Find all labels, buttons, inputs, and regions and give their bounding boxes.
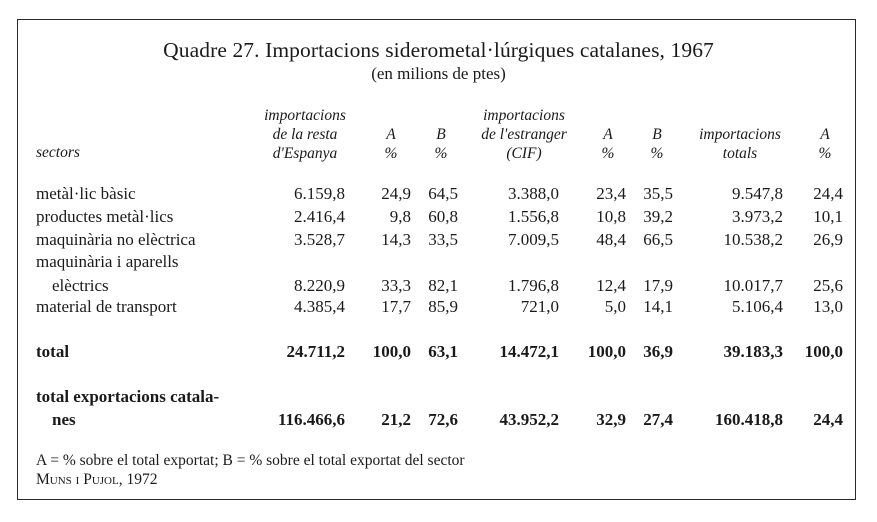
cell-a2: 32,9: [596, 410, 626, 429]
cell-estranger: 3.388,0: [508, 184, 559, 203]
cell-a1: 9,8: [389, 207, 411, 226]
header-a1: A %: [384, 126, 398, 162]
cell-b1: 82,1: [428, 276, 458, 295]
source-author: Muns i Pujol: [36, 471, 119, 488]
cell-estranger: 1.556,8: [508, 207, 559, 226]
cell-estranger: 14.472,1: [499, 342, 559, 361]
cell-a2: 100,0: [587, 342, 626, 361]
cell-espanya: 2.416,4: [294, 207, 345, 226]
cell-a1: 100,0: [372, 342, 411, 361]
cell-a1: 24,9: [381, 184, 411, 203]
cell-b2: 27,4: [643, 410, 673, 429]
table-subtitle: (en milions de ptes): [371, 64, 506, 83]
cell-a2: 12,4: [596, 276, 626, 295]
row-sector-continued: elèctrics: [52, 276, 109, 295]
cell-a3: 13,0: [813, 297, 843, 316]
header-importacions-estranger: importacions de l'estranger (CIF): [481, 107, 567, 162]
table-title: Quadre 27. Importacions siderometal·lúrgiques catalanes, 1967: [163, 38, 714, 62]
cell-espanya: 3.528,7: [294, 230, 345, 249]
cell-estranger: 7.009,5: [508, 230, 559, 249]
cell-b1: 64,5: [428, 184, 458, 203]
cell-b1: 85,9: [428, 297, 458, 316]
cell-a1: 33,3: [381, 276, 411, 295]
row-sector: maquinària i aparells: [36, 252, 179, 271]
cell-b2: 36,9: [643, 342, 673, 361]
cell-a2: 48,4: [596, 230, 626, 249]
cell-totals: 9.547,8: [732, 184, 783, 203]
cell-a2: 23,4: [596, 184, 626, 203]
header-a2: A %: [601, 126, 615, 162]
row-sector: total exportacions catala-: [36, 387, 220, 406]
cell-a1: 21,2: [381, 410, 411, 429]
footnote: A = % sobre el total exportat; B = % sobre el total exportat del sector: [36, 452, 465, 469]
cell-a3: 100,0: [804, 342, 843, 361]
cell-a3: 26,9: [813, 230, 843, 249]
cell-estranger: 721,0: [520, 297, 559, 316]
cell-totals: 5.106,4: [732, 297, 783, 316]
cell-a3: 24,4: [813, 184, 843, 203]
header-b2: B %: [650, 126, 664, 162]
header-importacions-espanya: importacions de la resta d'Espanya: [264, 107, 346, 162]
row-sector: total: [36, 342, 70, 361]
row-sector: material de transport: [36, 297, 177, 316]
row-sector: productes metàl·lics: [36, 207, 174, 226]
header-b1: B %: [434, 126, 448, 162]
cell-totals: 3.973,2: [732, 207, 783, 226]
cell-espanya: 24.711,2: [286, 342, 345, 361]
cell-b1: 72,6: [428, 410, 458, 429]
cell-a1: 14,3: [381, 230, 411, 249]
cell-espanya: 116.466,6: [277, 410, 345, 429]
header-a3: A %: [818, 126, 832, 162]
cell-estranger: 43.952,2: [499, 410, 559, 429]
cell-a2: 10,8: [596, 207, 626, 226]
cell-a3: 24,4: [813, 410, 843, 429]
cell-b2: 14,1: [643, 297, 673, 316]
cell-espanya: 4.385,4: [294, 297, 345, 316]
row-sector: metàl·lic bàsic: [36, 184, 136, 203]
cell-b2: 39,2: [643, 207, 673, 226]
cell-b1: 33,5: [428, 230, 458, 249]
source: [36, 470, 157, 489]
cell-b1: 60,8: [428, 207, 458, 226]
cell-b2: 17,9: [643, 276, 673, 295]
cell-espanya: 6.159,8: [294, 184, 345, 203]
header-importacions-totals: importacions totals: [699, 126, 781, 162]
cell-estranger: 1.796,8: [508, 276, 559, 295]
cell-b2: 66,5: [643, 230, 673, 249]
cell-a1: 17,7: [381, 297, 411, 316]
source-year: , 1972: [118, 471, 158, 488]
cell-b1: 63,1: [428, 342, 458, 361]
cell-totals: 39.183,3: [723, 342, 783, 361]
cell-totals: 10.017,7: [723, 276, 783, 295]
row-sector: maquinària no elèctrica: [36, 230, 196, 249]
cell-a2: 5,0: [604, 297, 626, 316]
cell-totals: 160.418,8: [715, 410, 783, 429]
cell-espanya: 8.220,9: [294, 276, 345, 295]
cell-b2: 35,5: [643, 184, 673, 203]
row-sector-continued: nes: [52, 410, 76, 429]
header-sectors: sectors: [36, 144, 80, 161]
cell-a3: 25,6: [813, 276, 843, 295]
cell-a3: 10,1: [813, 207, 843, 226]
cell-totals: 10.538,2: [723, 230, 783, 249]
